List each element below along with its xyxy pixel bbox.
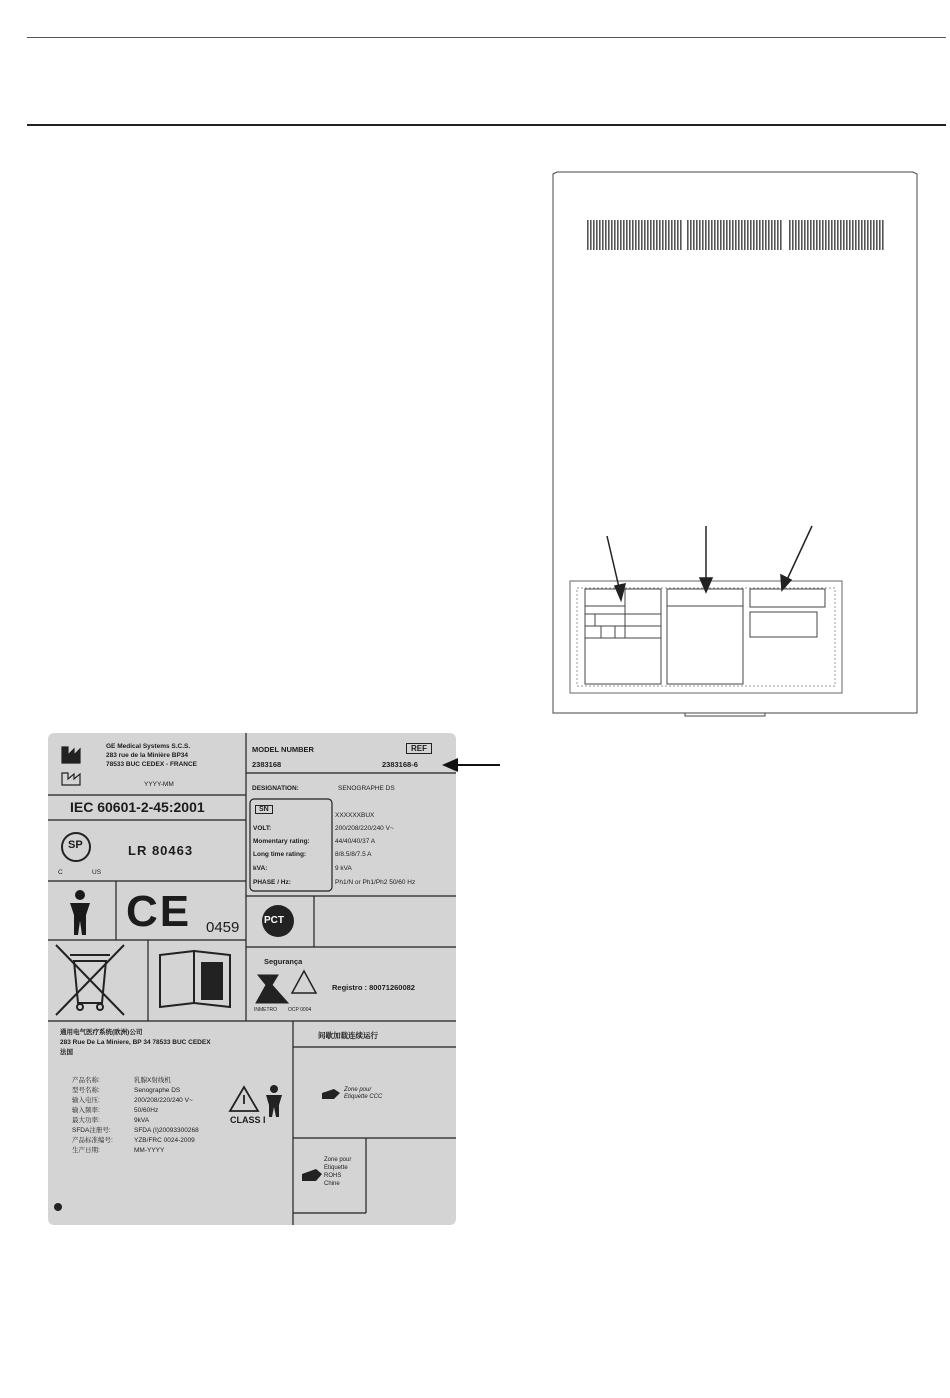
vent-slot [777,220,779,250]
vent-slot [819,220,821,250]
vent-slot [804,220,806,250]
vent-slot [677,220,679,250]
vent-slot [765,220,767,250]
vent-slot [623,220,625,250]
china-country: 法国 [60,1049,73,1056]
vent-slot [789,220,791,250]
csa-license-number: LR 80463 [128,843,194,858]
vent-slot [671,220,673,250]
vent-slot [629,220,631,250]
vent-slot [723,220,725,250]
rohs-zone-line-4: Chine [324,1181,340,1187]
vent-slot [864,220,866,250]
vent-slot [714,220,716,250]
vent-slot [810,220,812,250]
vent-slot [605,220,607,250]
vent-slot [825,220,827,250]
vent-slot [708,220,710,250]
vent-slot [659,220,661,250]
manufacture-date-code: YYYY-MM [144,781,174,788]
seguranca-title: Segurança [264,957,303,966]
csa-us-marker: US [92,869,102,876]
weee-crossed-bin-icon [56,945,124,1015]
vent-slot [792,220,794,250]
vent-slot [653,220,655,250]
vent-slot [650,220,652,250]
vent-slot [831,220,833,250]
vent-slot [711,220,713,250]
vent-slot [665,220,667,250]
ref-pointer-arrow [440,752,502,778]
china-address: 283 Rue De La Miniere, BP 34 78533 BUC CEDEX [60,1039,211,1046]
vent-slot [693,220,695,250]
vent-slot [705,220,707,250]
vent-slot [837,220,839,250]
csa-c-marker: C [58,869,63,876]
vent-slot [602,220,604,250]
vent-slot [596,220,598,250]
ccc-zone-line-2: Etiquette CCC [344,1094,383,1100]
inmetro-icon [256,971,316,1003]
vent-slot [858,220,860,250]
vent-slot [756,220,758,250]
vent-slot [620,220,622,250]
vent-slot [771,220,773,250]
vent-slot [873,220,875,250]
vent-slot [690,220,692,250]
ccc-zone-line-1: Zone pour [344,1087,372,1093]
vent-slot [717,220,719,250]
iec-standard: IEC 60601-2-45:2001 [70,799,205,815]
ref-badge: REF [406,743,432,754]
csa-mark: SP [68,839,83,851]
vent-slot [843,220,845,250]
vent-slot [807,220,809,250]
vent-slot [587,220,589,250]
vent-slot [611,220,613,250]
rohs-zone-line-2: Etiquette [324,1165,348,1171]
read-manual-icon [160,951,230,1007]
ce-mark: CE [126,887,192,936]
vent-slot [750,220,752,250]
vent-slot [852,220,854,250]
header-rule-top [27,37,946,38]
vent-slot [626,220,628,250]
vent-slot [822,220,824,250]
ce-notified-body: 0459 [206,919,240,936]
vent-slot [608,220,610,250]
vent-slot [632,220,634,250]
vent-slot [638,220,640,250]
vent-slot [726,220,728,250]
vent-slot [656,220,658,250]
rating-label-plate: GE Medical Systems S.C.S. 283 rue de la Minière BP34 78533 BUC CEDEX - FRANCE YYYY-MM IEC 60601-2-45:2001 SP LR 80463 C US CE 0459 MODEL NUMBER REF 2383168 2383168-6 DESIGNATION: SENOGRAPHE DS SN XXXXXXBUX VOLT: 200/208/220/240 V~ Momentary rating: 44/40/40/37 A Long time rating: 8/8.5/8/7.5 A kVA: 9 kVA PHASE / Hz: Ph1/N or Ph1/Ph2 50/60 Hz PCT Segurança Registro : 80071260082 INMETRO OCP 0004 通用电气医疗系统(欧洲)公司 283 Rue De La Miniere, BP 34 78533 BUC CEDEX 法国 产品名称: 乳腺X射线机 型号名称: Senographe DS 输入电压: 200/208/220/240 V~ 输入频率: 50/60Hz 最大功率: 9kVA SFDA注册号: SFDA (I)20093300268 产品标准编号: YZB/FRC 0024-2009 生产日期: MM-YYYY CLASS I 间歇加载连续运行 Zone pour Etiquette CCC Zone pour Etiquette ROHS Chine [48,733,456,1225]
vent-slot [699,220,701,250]
seguranca-registro: Registro : 80071260082 [332,983,415,992]
vent-slot [861,220,863,250]
vent-slot [768,220,770,250]
china-company: 通用电气医疗系统(欧洲)公司 [60,1029,143,1036]
vent-slot [753,220,755,250]
vent-slot [744,220,746,250]
vent-slot [846,220,848,250]
vent-slot [795,220,797,250]
vent-slots [587,220,884,250]
class-i-label: CLASS I [230,1115,266,1125]
vent-slot [617,220,619,250]
vent-slot [738,220,740,250]
vent-slot [798,220,800,250]
vent-slot [870,220,872,250]
manufacturer-address-1: 283 rue de la Minière BP34 [106,752,189,759]
vent-slot [720,220,722,250]
rohs-zone-line-1: Zone pour [324,1157,352,1163]
sn-badge: SN [255,805,273,814]
ocp-label: OCP 0004 [288,1007,312,1013]
rohs-zone-line-3: ROHS [324,1173,342,1179]
manufacturer-name: GE Medical Systems S.C.S. [106,743,191,750]
vent-slot [590,220,592,250]
vent-slot [735,220,737,250]
vent-slot [662,220,664,250]
gost-mark: PCT [264,915,284,926]
vent-slot [816,220,818,250]
vent-slot [593,220,595,250]
vent-slot [674,220,676,250]
vent-slot [680,220,682,250]
vent-slot [647,220,649,250]
header-rule-bottom [27,124,946,126]
manufacturer-icon [62,747,80,785]
model-number: 2383168 [252,760,282,769]
vent-slot [762,220,764,250]
vent-slot [840,220,842,250]
vent-slot [687,220,689,250]
person-icon [266,1085,282,1117]
vent-slot [614,220,616,250]
inmetro-label: INMETRO [254,1007,278,1013]
vent-slot [834,220,836,250]
vent-slot [882,220,884,250]
vent-slot [599,220,601,250]
vent-slot [729,220,731,250]
vent-slot [828,220,830,250]
vent-slot [867,220,869,250]
type-b-person-icon [70,890,90,935]
ref-number: 2383168-6 [382,760,418,769]
ccc-header: 间歇加载连续运行 [318,1031,378,1040]
unit-back-panel-drawing [545,168,925,720]
vent-slot [876,220,878,250]
designation-value: SENOGRAPHE DS [338,785,395,792]
vent-slot [668,220,670,250]
vent-slot [696,220,698,250]
vent-slot [855,220,857,250]
vent-slot [813,220,815,250]
vent-slot [732,220,734,250]
designation-label: DESIGNATION: [252,785,299,792]
vent-slot [879,220,881,250]
vent-slot [702,220,704,250]
manufacturer-address-2: 78533 BUC CEDEX - FRANCE [106,761,198,768]
vent-slot [849,220,851,250]
vent-slot [741,220,743,250]
vent-slot [641,220,643,250]
vent-slot [801,220,803,250]
vent-slot [759,220,761,250]
vent-slot [644,220,646,250]
vent-slot [635,220,637,250]
vent-slot [747,220,749,250]
vent-slot [780,220,782,250]
vent-slot [774,220,776,250]
model-number-label: MODEL NUMBER [252,745,314,754]
class-i-warning-icon [230,1087,258,1111]
